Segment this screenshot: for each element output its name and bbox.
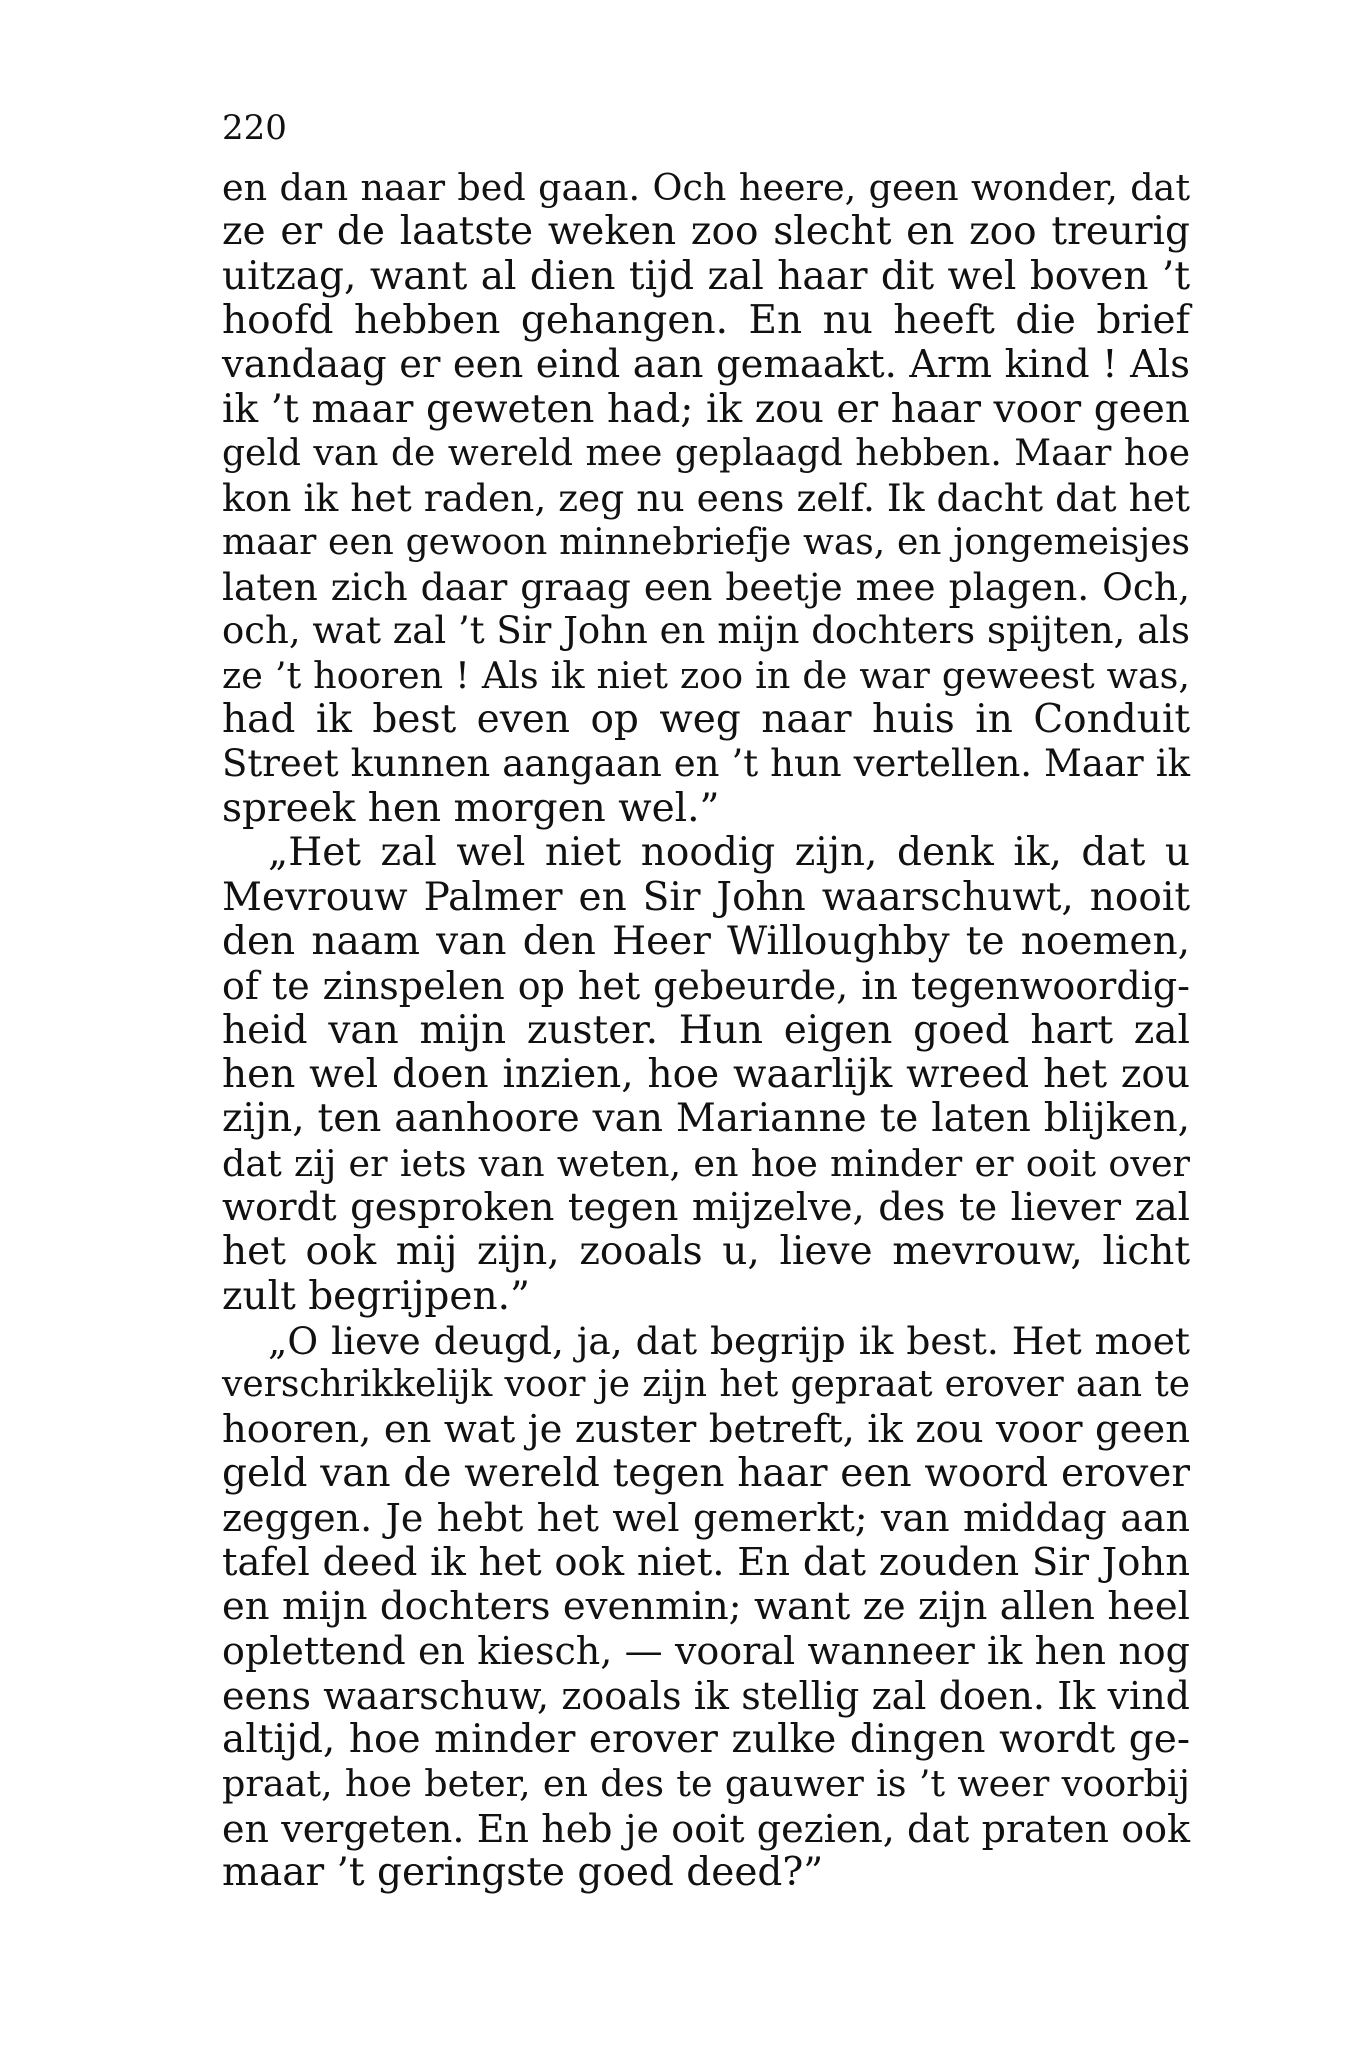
text-line: en mijn dochters evenmin; want ze zijn allen heel	[222, 1584, 1190, 1629]
text-line: heid van mijn zuster. Hun eigen goed hart zal	[222, 1007, 1190, 1053]
paragraph-start-line: „Het zal wel niet noodig zijn, denk ik, dat u	[268, 830, 1190, 876]
text-line: ze er de laatste weken zoo slecht en zoo treurig	[222, 209, 1190, 255]
text-line: en vergeten. En heb je ooit gezien, dat praten ook	[222, 1806, 1190, 1851]
text-line: en dan naar bed gaan. Och heere, geen wonder, dat	[222, 166, 1190, 209]
text-line: zeggen. Je hebt het wel gemerkt; van middag aan	[222, 1496, 1190, 1541]
text-line: altijd, hoe minder erover zulke dingen wordt ge-	[222, 1717, 1190, 1763]
body-text	[222, 166, 1190, 1895]
text-line: of te zinspelen op het gebeurde, in tegenwoordig-	[222, 964, 1190, 1009]
text-line: maar een gewoon minnebriefje was, en jongemeisjes	[222, 521, 1190, 563]
text-line: geld van de wereld tegen haar een woord erover	[222, 1450, 1190, 1496]
text-line: dat zij er iets van weten, en hoe minder er ooit over	[222, 1141, 1190, 1185]
text-line: verschrikkelijk voor je zijn het gepraat erover aan te	[222, 1364, 1190, 1406]
text-line: hen wel doen inzien, hoe waarlijk wreed het zou	[222, 1051, 1190, 1097]
text-line: oplettend en kiesch, — vooral wanneer ik hen nog	[222, 1629, 1190, 1674]
text-line: ik ’t maar geweten had; ik zou er haar voor geen	[222, 386, 1190, 432]
text-line: och, wat zal ’t Sir John en mijn dochters spijten, als	[222, 609, 1190, 653]
text-line: tafel deed ik het ook niet. En dat zouden Sir John	[222, 1539, 1190, 1585]
text-line: kon ik het raden, zeg nu eens zelf. Ik dacht dat het	[222, 476, 1190, 521]
paragraph-end-line: maar ’t geringste goed deed?”	[222, 1850, 824, 1896]
paragraph-start-line: „O lieve deugd, ja, dat begrijp ik best. Het moet	[268, 1318, 1190, 1363]
paragraph-end-line: spreek hen morgen wel.”	[222, 785, 720, 831]
text-line: laten zich daar graag een beetje mee plagen. Och,	[222, 565, 1190, 610]
text-line: ze ’t hooren ! Als ik niet zoo in de war geweest was,	[222, 653, 1190, 697]
text-line: Street kunnen aangaan en ’t hun vertellen. Maar ik	[222, 742, 1190, 786]
text-line: zijn, ten aanhoore van Marianne te laten blijken,	[222, 1096, 1190, 1142]
text-line: praat, hoe beter, en des te gauwer is ’t weer voorbij	[222, 1762, 1190, 1806]
text-line: den naam van den Heer Willoughby te noemen,	[222, 918, 1190, 964]
text-line: hooren, en wat je zuster betreft, ik zou voor geen	[222, 1406, 1190, 1452]
text-line: wordt gesproken tegen mijzelve, des te liever zal	[222, 1184, 1190, 1230]
text-line: uitzag, want al dien tijd zal haar dit wel boven ’t	[222, 253, 1190, 299]
page-number: 220	[222, 108, 287, 148]
text-line: hoofd hebben gehangen. En nu heeft die brief	[222, 298, 1190, 344]
text-line: geld van de wereld mee geplaagd hebben. Maar hoe	[222, 433, 1190, 475]
text-line: vandaag er een eind aan gemaakt. Arm kind ! Als	[222, 342, 1190, 388]
text-line: het ook mij zijn, zooals u, lieve mevrouw, licht	[222, 1229, 1190, 1275]
text-line: eens waarschuw, zooals ik stellig zal doen. Ik vind	[222, 1673, 1190, 1718]
text-line: Mevrouw Palmer en Sir John waarschuwt, nooit	[222, 874, 1190, 920]
paragraph-end-line: zult begrijpen.”	[222, 1273, 530, 1319]
text-line: had ik best even op weg naar huis in Conduit	[222, 697, 1190, 743]
